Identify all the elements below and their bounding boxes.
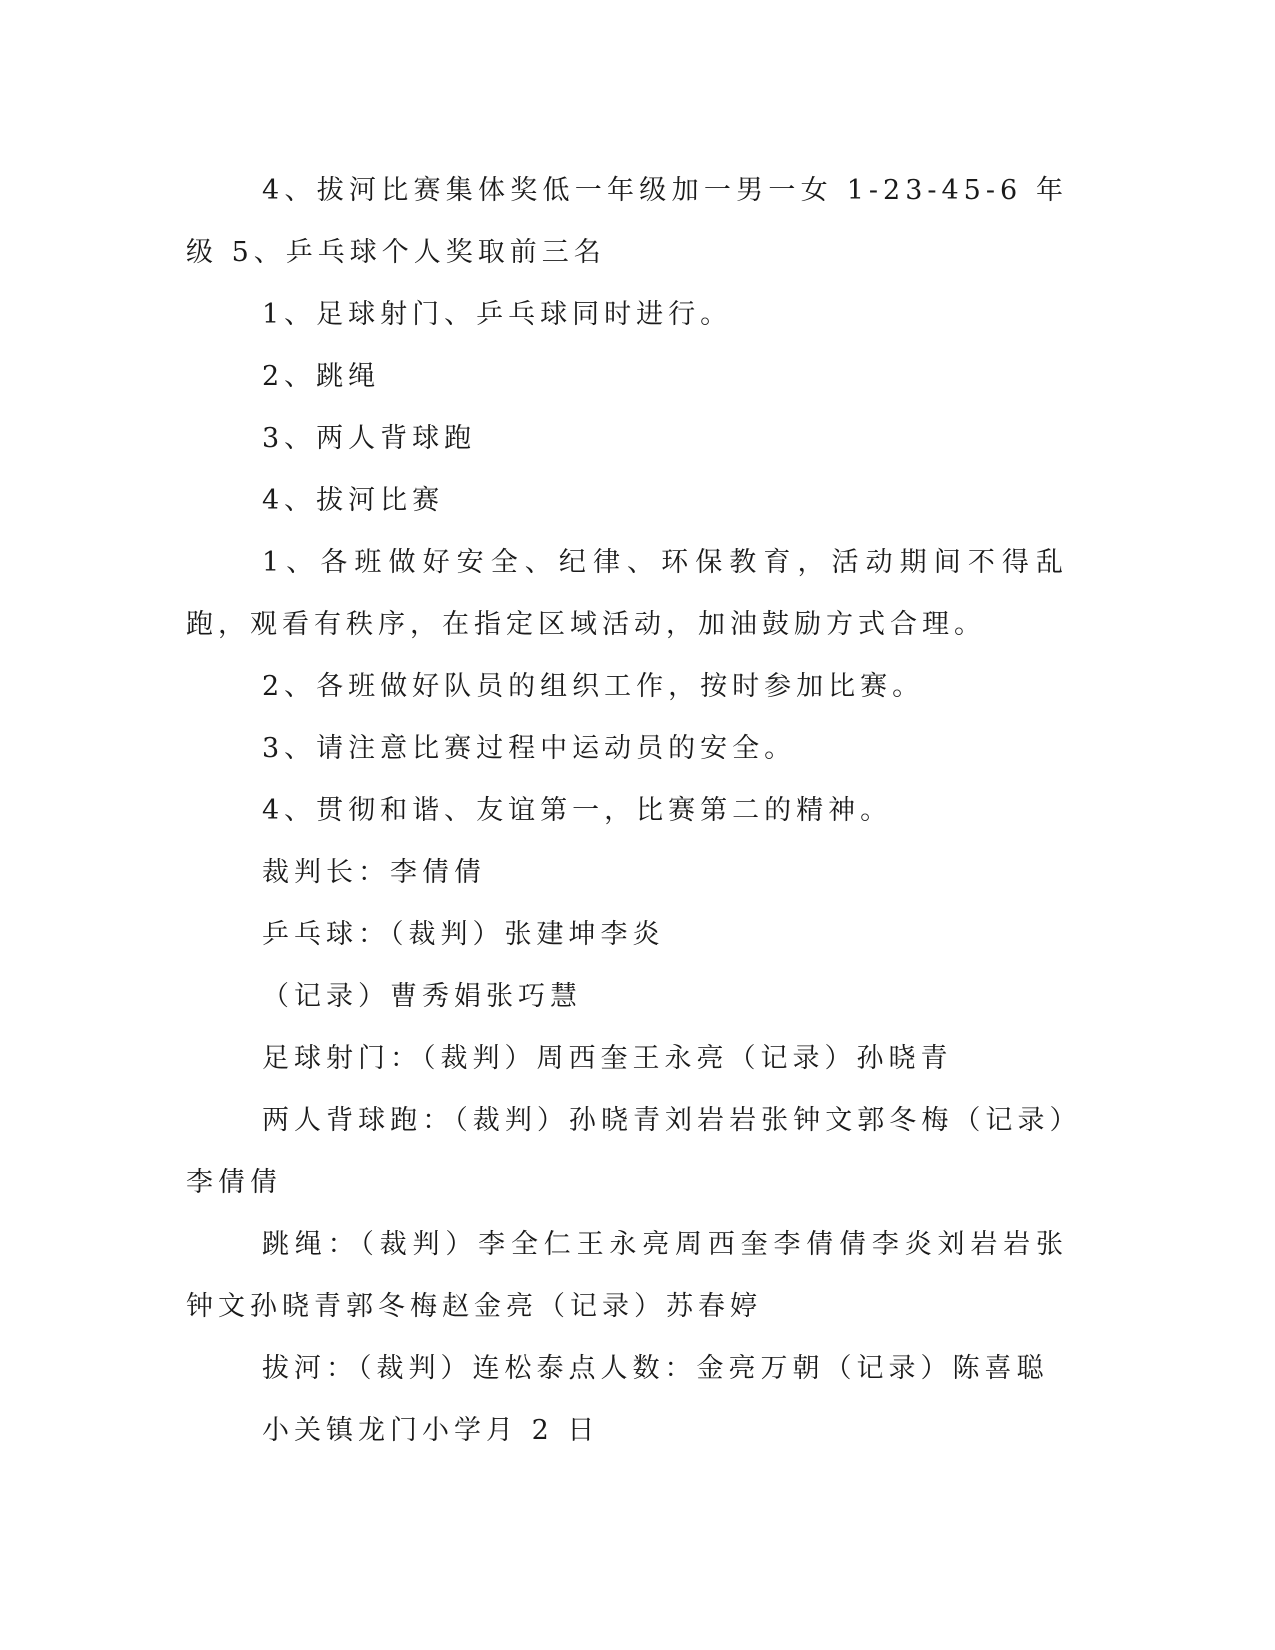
paragraph-requirement-3: 3、请注意比赛过程中运动员的安全。 bbox=[262, 733, 797, 764]
paragraph-tug-of-war-officials: 拔河：（裁判）连松泰点人数：金亮万朝（记录）陈喜聪 bbox=[262, 1353, 1049, 1384]
paragraph-table-tennis-referees: 乒乓球：（裁判）张建坤李炎 bbox=[262, 919, 665, 950]
paragraph-schedule-3: 3、两人背球跑 bbox=[262, 423, 477, 454]
paragraph-tug-of-war-award: 4、拔河比赛集体奖低一年级加一男一女 1-23-45-6 年级 5、乒乓球个人奖取前三名 bbox=[186, 175, 1068, 268]
paragraph-chief-referee: 裁判长：李倩倩 bbox=[262, 857, 486, 888]
paragraph-signature-date: 小关镇龙门小学月 2 日 bbox=[262, 1415, 600, 1446]
document-body bbox=[186, 160, 1068, 1462]
paragraph-requirement-1: 1、各班做好安全、纪律、环保教育，活动期间不得乱跑，观看有秩序，在指定区域活动，加油鼓励方式合理。 bbox=[186, 547, 1068, 640]
paragraph-schedule-4: 4、拔河比赛 bbox=[262, 485, 445, 516]
paragraph-schedule-2: 2、跳绳 bbox=[262, 361, 381, 392]
paragraph-requirement-2: 2、各班做好队员的组织工作，按时参加比赛。 bbox=[262, 671, 925, 702]
paragraph-ball-run-officials: 两人背球跑：（裁判）孙晓青刘岩岩张钟文郭冬梅（记录）李倩倩 bbox=[186, 1105, 1068, 1198]
paragraph-requirement-4: 4、贯彻和谐、友谊第一，比赛第二的精神。 bbox=[262, 795, 893, 826]
paragraph-rope-skipping-officials: 跳绳：（裁判）李全仁王永亮周西奎李倩倩李炎刘岩岩张钟文孙晓青郭冬梅赵金亮（记录）苏春婷 bbox=[186, 1229, 1068, 1322]
paragraph-table-tennis-recorders: （记录）曹秀娟张巧慧 bbox=[262, 981, 582, 1012]
paragraph-football-officials: 足球射门：（裁判）周西奎王永亮（记录）孙晓青 bbox=[262, 1043, 953, 1074]
paragraph-schedule-1: 1、足球射门、乒乓球同时进行。 bbox=[262, 299, 733, 330]
